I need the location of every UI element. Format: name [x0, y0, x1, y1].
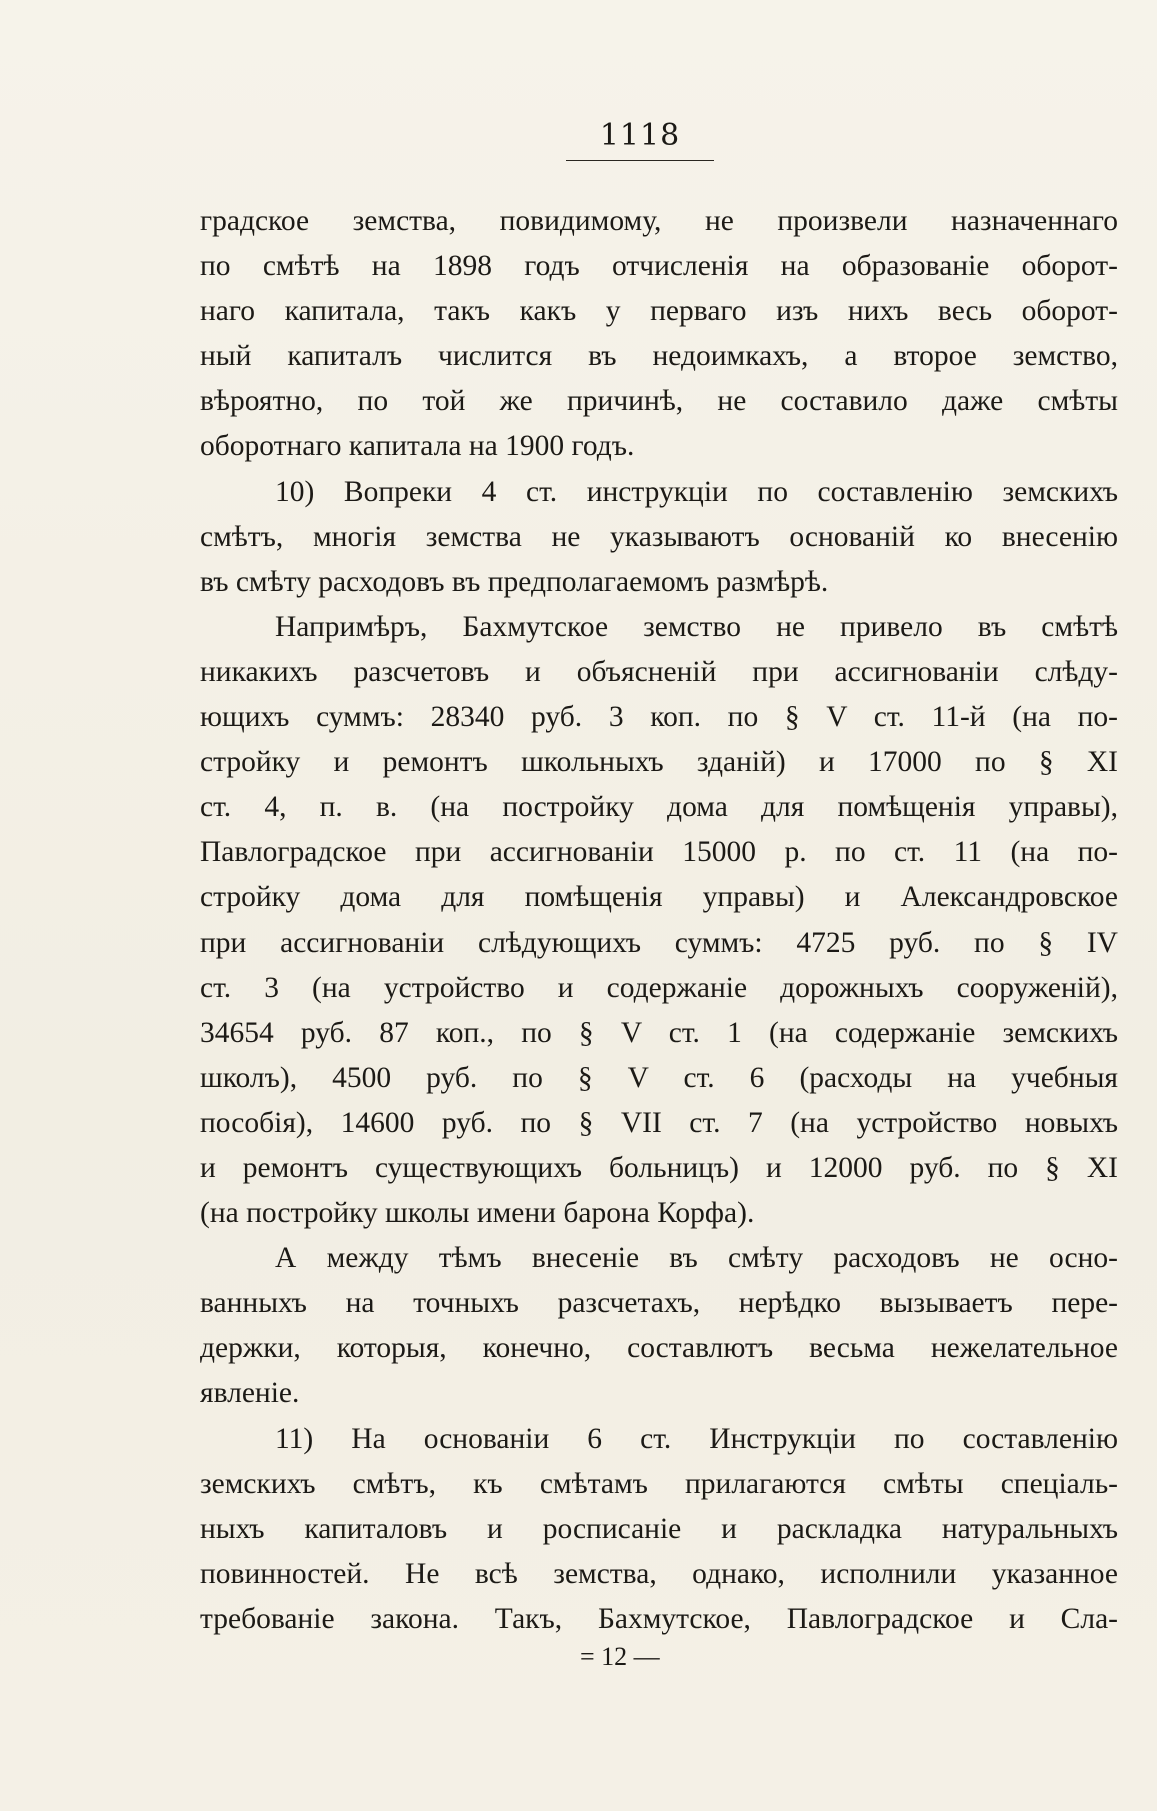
text-line: ный капиталъ числится въ недоимкахъ, а второе земство,: [200, 340, 1118, 373]
text-line: ст. 4, п. в. (на постройку дома для помѣщенія управы),: [200, 791, 1118, 824]
text-line: по смѣтѣ на 1898 годъ отчисленія на образованіе оборот-: [200, 250, 1118, 283]
text-line: явленіе.: [200, 1377, 300, 1410]
text-line: пособія), 14600 руб. по § VII ст. 7 (на устройство новыхъ: [200, 1106, 1118, 1139]
text-line: никакихъ разсчетовъ и объясненій при ассигнованіи слѣду-: [200, 655, 1118, 688]
text-line: повинностей. Не всѣ земства, однако, исполнили указанное: [200, 1557, 1118, 1590]
body-text: [200, 199, 1118, 1642]
text-line: требованіе закона. Такъ, Бахмутское, Павлоградское и Сла-: [200, 1602, 1118, 1635]
text-line: (на постройку школы имени барона Корфа).: [200, 1197, 755, 1230]
header-rule: [566, 160, 714, 161]
text-line: градское земства, повидимому, не произвели назначеннаго: [200, 205, 1118, 237]
text-line: 10) Вопреки 4 ст. инструкціи по составленію земскихъ: [275, 475, 1118, 508]
page-number: 1118: [599, 118, 681, 153]
text-line: держки, которыя, конечно, составлютъ весьма нежелательное: [200, 1332, 1118, 1365]
text-line: ст. 3 (на устройство и содержаніе дорожныхъ сооруженій),: [200, 971, 1118, 1004]
text-line: ныхъ капиталовъ и росписаніе и раскладка натуральныхъ: [200, 1512, 1118, 1545]
signature-mark: = 12 —: [580, 1642, 660, 1671]
text-line: стройку и ремонтъ школьныхъ зданій) и 17000 по § XI: [200, 746, 1118, 779]
text-line: 11) На основаніи 6 ст. Инструкціи по составленію: [275, 1422, 1118, 1455]
text-line: наго капитала, такъ какъ у перваго изъ нихъ весь оборот-: [200, 295, 1118, 328]
text-line: ющихъ суммъ: 28340 руб. 3 коп. по § V ст. 11-й (на по-: [200, 701, 1118, 734]
text-line: А между тѣмъ внесеніе въ смѣту расходовъ не осно-: [275, 1242, 1118, 1275]
text-line: вѣроятно, по той же причинѣ, не составило даже смѣты: [200, 385, 1118, 418]
text-line: Павлоградское при ассигнованіи 15000 р. по ст. 11 (на по-: [200, 836, 1118, 869]
text-line: стройку дома для помѣщенія управы) и Александровское: [200, 881, 1118, 914]
text-line: при ассигнованіи слѣдующихъ суммъ: 4725 руб. по § IV: [200, 926, 1118, 959]
text-line: земскихъ смѣтъ, къ смѣтамъ прилагаются смѣты спеціаль-: [200, 1467, 1118, 1500]
text-line: и ремонтъ существующихъ больницъ) и 12000 руб. по § XI: [200, 1151, 1118, 1184]
text-line: ванныхъ на точныхъ разсчетахъ, нерѣдко вызываетъ пере-: [200, 1287, 1118, 1320]
text-line: школъ), 4500 руб. по § V ст. 6 (расходы на учебныя: [200, 1061, 1118, 1094]
text-line: 34654 руб. 87 коп., по § V ст. 1 (на содержаніе земскихъ: [200, 1016, 1118, 1049]
text-line: смѣтъ, многія земства не указываютъ основаній ко внесенію: [200, 520, 1118, 553]
text-line: въ смѣту расходовъ въ предполагаемомъ размѣрѣ.: [200, 565, 829, 598]
text-line: оборотнаго капитала на 1900 годъ.: [200, 430, 635, 463]
text-line: Напримѣръ, Бахмутское земство не привело въ смѣтѣ: [275, 610, 1118, 643]
